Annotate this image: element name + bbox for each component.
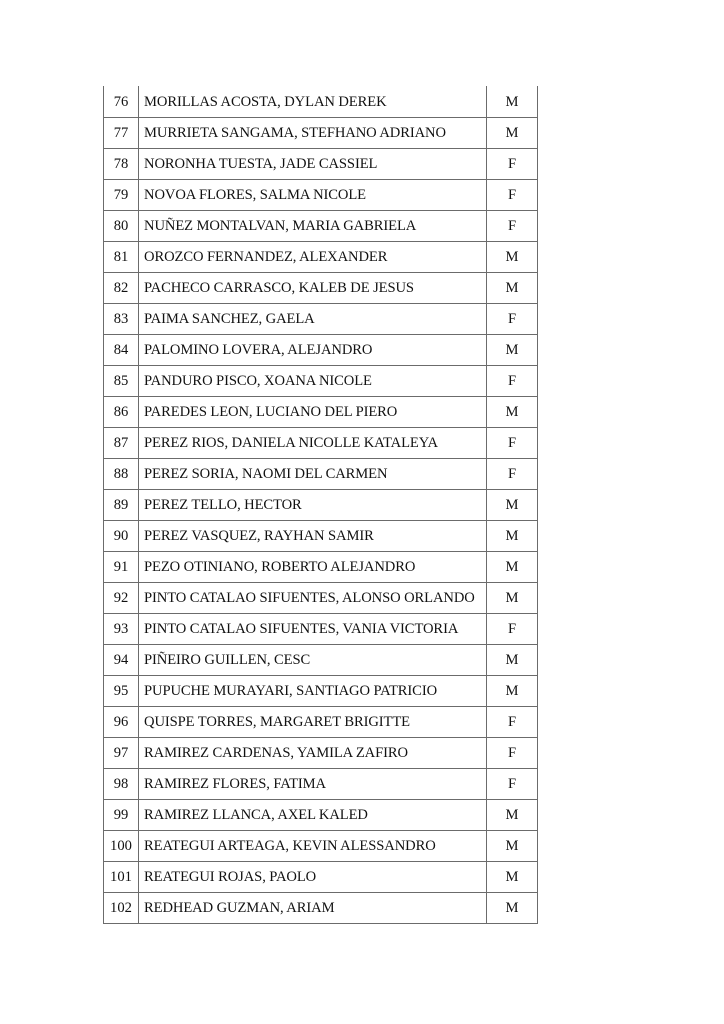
student-name: PEREZ VASQUEZ, RAYHAN SAMIR <box>139 521 487 552</box>
row-number: 77 <box>104 118 139 149</box>
student-sex: F <box>487 738 538 769</box>
student-name: PEREZ RIOS, DANIELA NICOLLE KATALEYA <box>139 428 487 459</box>
student-roster-table <box>103 86 538 924</box>
row-number: 80 <box>104 211 139 242</box>
row-number: 92 <box>104 583 139 614</box>
table-row <box>104 614 538 645</box>
table-row <box>104 552 538 583</box>
student-name: OROZCO FERNANDEZ, ALEXANDER <box>139 242 487 273</box>
row-number: 83 <box>104 304 139 335</box>
table-row <box>104 118 538 149</box>
table-row <box>104 645 538 676</box>
student-name: NORONHA TUESTA, JADE CASSIEL <box>139 149 487 180</box>
student-sex: M <box>487 893 538 924</box>
table-row <box>104 86 538 118</box>
student-name: REATEGUI ARTEAGA, KEVIN ALESSANDRO <box>139 831 487 862</box>
row-number: 96 <box>104 707 139 738</box>
student-name: QUISPE TORRES, MARGARET BRIGITTE <box>139 707 487 738</box>
table-row <box>104 459 538 490</box>
student-name: NUÑEZ MONTALVAN, MARIA GABRIELA <box>139 211 487 242</box>
row-number: 97 <box>104 738 139 769</box>
student-sex: M <box>487 335 538 366</box>
student-name: PAREDES LEON, LUCIANO DEL PIERO <box>139 397 487 428</box>
table-row <box>104 397 538 428</box>
student-name: REATEGUI ROJAS, PAOLO <box>139 862 487 893</box>
student-sex: F <box>487 428 538 459</box>
row-number: 85 <box>104 366 139 397</box>
row-number: 100 <box>104 831 139 862</box>
student-name: MORILLAS ACOSTA, DYLAN DEREK <box>139 86 487 118</box>
student-sex: F <box>487 180 538 211</box>
table-row <box>104 149 538 180</box>
table-row <box>104 583 538 614</box>
student-sex: M <box>487 86 538 118</box>
table-row <box>104 304 538 335</box>
table-row <box>104 676 538 707</box>
row-number: 91 <box>104 552 139 583</box>
student-sex: M <box>487 676 538 707</box>
row-number: 82 <box>104 273 139 304</box>
student-name: PINTO CATALAO SIFUENTES, ALONSO ORLANDO <box>139 583 487 614</box>
row-number: 94 <box>104 645 139 676</box>
table-row <box>104 366 538 397</box>
row-number: 81 <box>104 242 139 273</box>
student-sex: M <box>487 583 538 614</box>
student-sex: F <box>487 614 538 645</box>
row-number: 99 <box>104 800 139 831</box>
student-sex: F <box>487 211 538 242</box>
student-sex: M <box>487 645 538 676</box>
student-name: PACHECO CARRASCO, KALEB DE JESUS <box>139 273 487 304</box>
student-sex: M <box>487 118 538 149</box>
student-name: PEREZ SORIA, NAOMI DEL CARMEN <box>139 459 487 490</box>
student-sex: F <box>487 149 538 180</box>
student-sex: M <box>487 552 538 583</box>
table-row <box>104 428 538 459</box>
row-number: 93 <box>104 614 139 645</box>
row-number: 95 <box>104 676 139 707</box>
student-name: RAMIREZ LLANCA, AXEL KALED <box>139 800 487 831</box>
table-row <box>104 242 538 273</box>
table-row <box>104 490 538 521</box>
student-sex: M <box>487 831 538 862</box>
row-number: 98 <box>104 769 139 800</box>
table-row <box>104 831 538 862</box>
row-number: 76 <box>104 86 139 118</box>
student-name: PIÑEIRO GUILLEN, CESC <box>139 645 487 676</box>
student-sex: M <box>487 490 538 521</box>
row-number: 102 <box>104 893 139 924</box>
table-row <box>104 273 538 304</box>
table-row <box>104 211 538 242</box>
table-row <box>104 707 538 738</box>
student-name: RAMIREZ FLORES, FATIMA <box>139 769 487 800</box>
row-number: 90 <box>104 521 139 552</box>
row-number: 89 <box>104 490 139 521</box>
student-sex: F <box>487 769 538 800</box>
student-sex: M <box>487 800 538 831</box>
row-number: 84 <box>104 335 139 366</box>
row-number: 86 <box>104 397 139 428</box>
student-name: PINTO CATALAO SIFUENTES, VANIA VICTORIA <box>139 614 487 645</box>
table-row <box>104 862 538 893</box>
table-row <box>104 800 538 831</box>
student-name: PEZO OTINIANO, ROBERTO ALEJANDRO <box>139 552 487 583</box>
student-name: MURRIETA SANGAMA, STEFHANO ADRIANO <box>139 118 487 149</box>
roster-body <box>104 86 538 924</box>
table-row <box>104 893 538 924</box>
row-number: 88 <box>104 459 139 490</box>
student-sex: F <box>487 707 538 738</box>
student-sex: M <box>487 397 538 428</box>
student-sex: F <box>487 366 538 397</box>
student-name: REDHEAD GUZMAN, ARIAM <box>139 893 487 924</box>
student-name: NOVOA FLORES, SALMA NICOLE <box>139 180 487 211</box>
student-sex: F <box>487 459 538 490</box>
table-row <box>104 769 538 800</box>
row-number: 79 <box>104 180 139 211</box>
student-name: PANDURO PISCO, XOANA NICOLE <box>139 366 487 397</box>
table-row <box>104 738 538 769</box>
row-number: 101 <box>104 862 139 893</box>
student-sex: M <box>487 521 538 552</box>
student-sex: M <box>487 273 538 304</box>
table-row <box>104 521 538 552</box>
student-sex: M <box>487 242 538 273</box>
student-name: PALOMINO LOVERA, ALEJANDRO <box>139 335 487 366</box>
student-sex: F <box>487 304 538 335</box>
student-name: PEREZ TELLO, HECTOR <box>139 490 487 521</box>
student-sex: M <box>487 862 538 893</box>
row-number: 78 <box>104 149 139 180</box>
student-name: PAIMA SANCHEZ, GAELA <box>139 304 487 335</box>
row-number: 87 <box>104 428 139 459</box>
table-row <box>104 180 538 211</box>
student-name: PUPUCHE MURAYARI, SANTIAGO PATRICIO <box>139 676 487 707</box>
student-name: RAMIREZ CARDENAS, YAMILA ZAFIRO <box>139 738 487 769</box>
table-row <box>104 335 538 366</box>
